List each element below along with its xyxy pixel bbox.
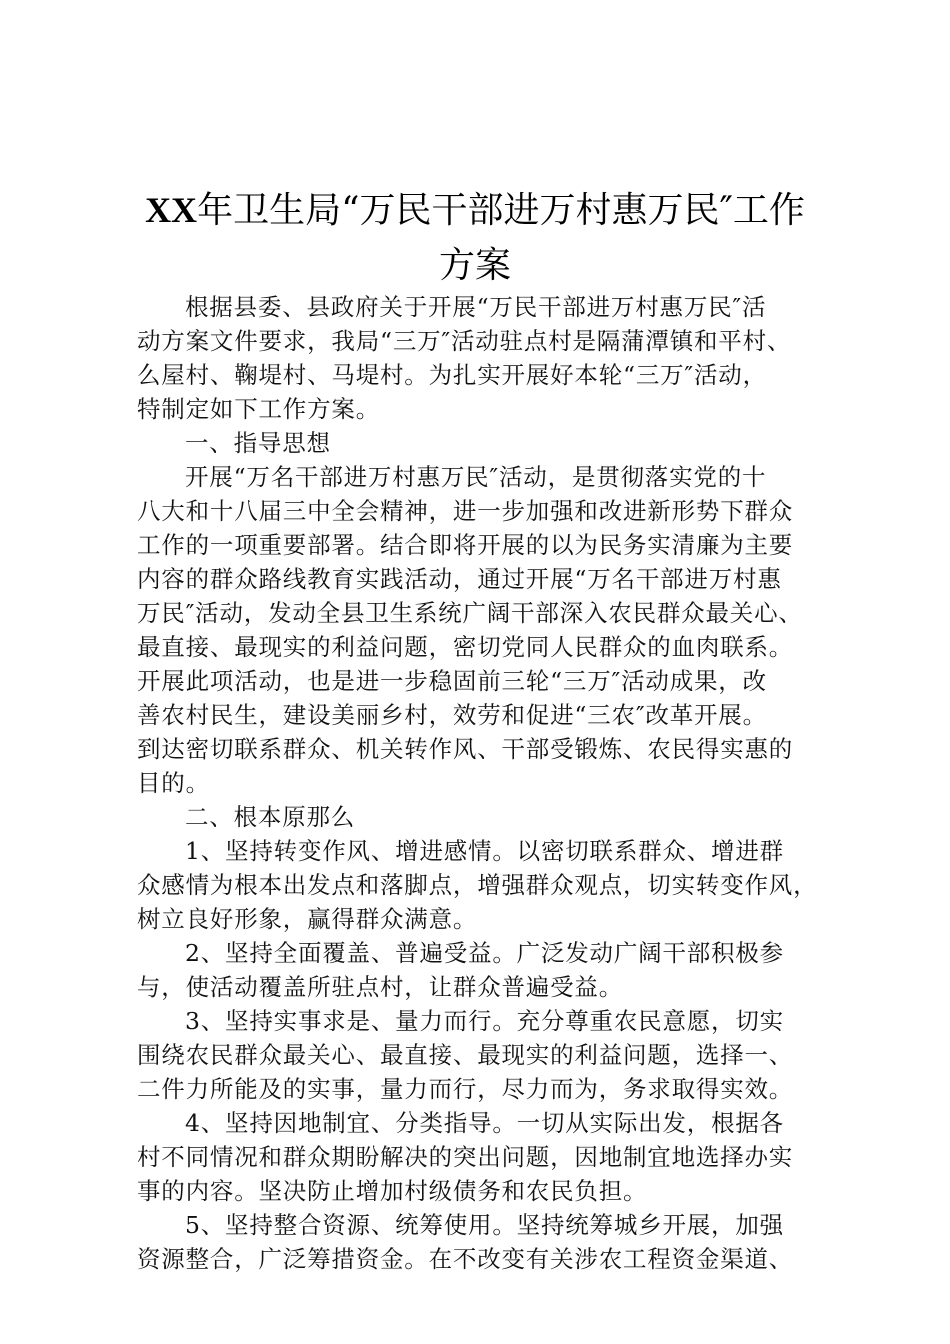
- body-text-line: 5、坚持整合资源、统筹使用。坚持统筹城乡开展，加强: [185, 1211, 784, 1239]
- body-text-line: 开展此项活动，也是进一步稳固前三轮“三万″活动成果，改: [137, 667, 767, 695]
- body-text-line: 么屋村、鞠堤村、马堤村。为扎实开展好本轮“三万″活动，: [137, 361, 767, 389]
- body-text-line: 八大和十八届三中全会精神，进一步加强和改进新形势下群众: [137, 497, 794, 525]
- body-text-line: 一、指导思想: [185, 429, 331, 457]
- title-main-text: 年卫生局“万民干部进万村惠万民″工作: [197, 190, 805, 231]
- body-text-line: 善农村民生，建设美丽乡村，效劳和促进“三农″改革开展。: [137, 701, 767, 729]
- body-text-line: 1、坚持转变作风、增进感情。以密切联系群众、增进群: [185, 837, 784, 865]
- body-text-line: 开展“万名干部进万村惠万民″活动，是贯彻落实党的十: [185, 463, 767, 491]
- body-text-line: 3、坚持实事求是、量力而行。充分尊重农民意愿，切实: [185, 1007, 784, 1035]
- body-text-line: 万民″活动，发动全县卫生系统广阔干部深入农民群众最关心、: [137, 599, 803, 627]
- body-text-line: 众感情为根本出发点和落脚点，增强群众观点，切实转变作风，: [137, 871, 818, 899]
- body-text-line: 与，使活动覆盖所驻点村，让群众普遍受益。: [137, 973, 623, 1001]
- body-text-line: 工作的一项重要部署。结合即将开展的以为民务实清廉为主要: [137, 531, 794, 559]
- body-text-line: 最直接、最现实的利益问题，密切党同人民群众的血肉联系。: [137, 633, 794, 661]
- body-text-line: 目的。: [137, 769, 210, 797]
- body-text-line: 内容的群众路线教育实践活动，通过开展“万名干部进万村惠: [137, 565, 782, 593]
- body-text-line: 根据县委、县政府关于开展“万民干部进万村惠万民″活: [185, 293, 767, 321]
- title-year-prefix: XX: [145, 190, 198, 230]
- body-text-line: 二件力所能及的实事，量力而行，尽力而为，务求取得实效。: [137, 1075, 794, 1103]
- body-text-line: 到达密切联系群众、机关转作风、干部受锻炼、农民得实惠的: [137, 735, 794, 763]
- document-body: [137, 290, 837, 1276]
- body-text-line: 动方案文件要求，我局“三万″活动驻点村是隔蒲潭镇和平村、: [137, 327, 792, 355]
- body-text-line: 2、坚持全面覆盖、普遍受益。广泛发动广阔干部积极参: [185, 939, 784, 967]
- body-text-line: 事的内容。坚决防止增加村级债务和农民负担。: [137, 1177, 648, 1205]
- body-text-line: 二、根本原那么: [185, 803, 356, 831]
- document-title-line-2: 方案: [438, 245, 511, 286]
- body-text-line: 树立良好形象，赢得群众满意。: [137, 905, 478, 933]
- body-text-line: 围绕农民群众最关心、最直接、最现实的利益问题，选择一、: [137, 1041, 794, 1069]
- body-text-line: 4、坚持因地制宜、分类指导。一切从实际出发，根据各: [185, 1109, 784, 1137]
- document-title-line-1: [120, 181, 830, 240]
- body-text-line: 特制定如下工作方案。: [137, 395, 380, 423]
- body-text-line: 村不同情况和群众期盼解决的突出问题，因地制宜地选择办实: [137, 1143, 794, 1171]
- body-text-line: 资源整合，广泛筹措资金。在不改变有关涉农工程资金渠道、: [137, 1245, 794, 1273]
